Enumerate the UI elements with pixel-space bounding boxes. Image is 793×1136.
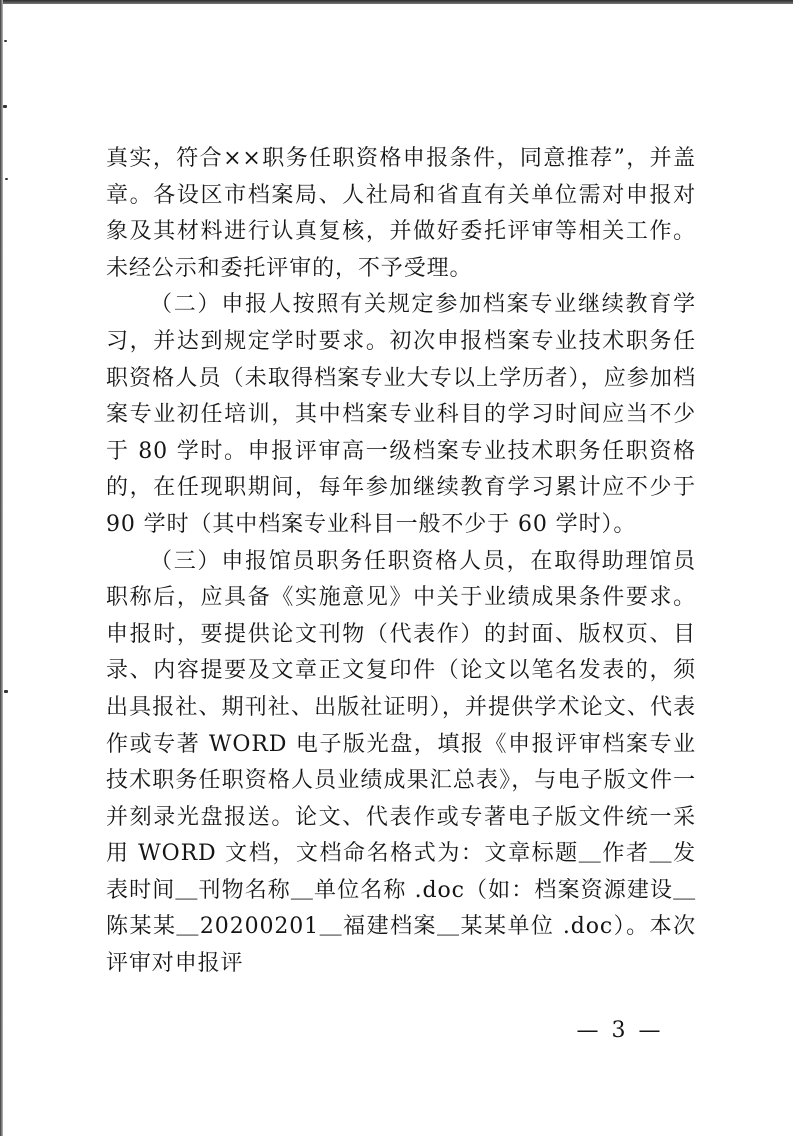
scan-speck (5, 178, 8, 180)
scan-top-edge (0, 0, 793, 4)
scan-left-edge (0, 0, 3, 1136)
scan-speck (4, 690, 8, 693)
scan-speck (3, 105, 7, 108)
paragraph-section-three: （三）申报馆员职务任职资格人员，在取得助理馆员职称后，应具备《实施意见》中关于业绩成果条件要求。申报时，要提供论文刊物（代表作）的封面、版权页、目录、内容提要及文章正文复印件（论文以笔名发表的，须出具报社、期刊社、出版社证明），并提供学术论文、代表作或专著 WORD 电子版光盘，填报《申报评审档案专业技术职务任职资格人员业绩成果汇总表》，与电子版文件一并刻录光盘报送。论文、代表作或专著电子版文件统一采用 WORD 文档，文档命名格式为：文章标题＿作者＿发表时间＿刊物名称＿单位名称 .doc（如：档案资源建设＿陈某某＿20200201＿福建档案＿某某单位 .doc）。本次评审对申报评 (106, 548, 696, 977)
page-number: — 3 — (576, 1018, 664, 1043)
document-body (106, 141, 696, 983)
scan-speck (4, 40, 7, 42)
paragraph-continuation: 真实，符合××职务任职资格申报条件，同意推荐”，并盖章。各设区市档案局、人社局和省直有关单位需对申报对象及其材料进行认真复核，并做好委托评审等相关工作。未经公示和委托评审的，不予受理。 (106, 146, 696, 281)
paragraph-section-two: （二）申报人按照有关规定参加档案专业继续教育学习，并达到规定学时要求。初次申报档案专业技术职务任职资格人员（未取得档案专业大专以上学历者），应参加档案专业初任培训，其中档案专业科目的学习时间应当不少于 80 学时。申报评审高一级档案专业技术职务任职资格的，在任现职期间，每年参加继续教育学习累计应不少于 90 学时（其中档案专业科目一般不少于 60 学时）。 (106, 292, 696, 537)
